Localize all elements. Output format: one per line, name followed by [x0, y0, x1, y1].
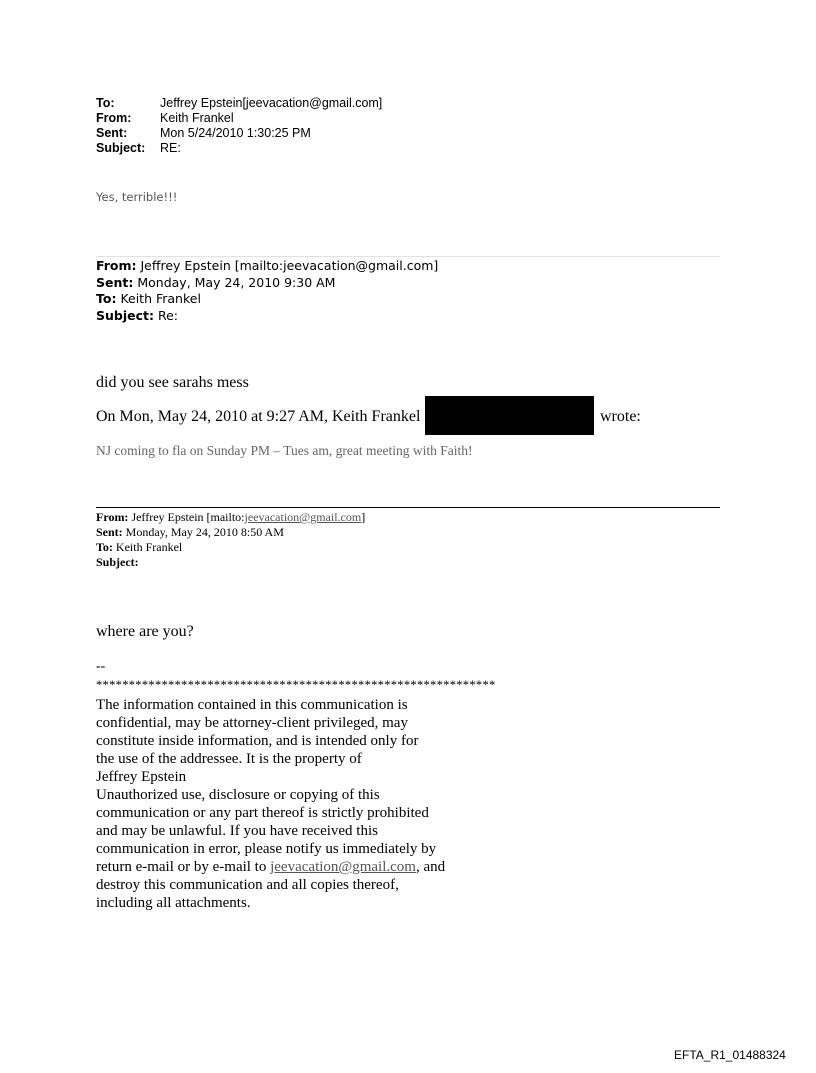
disclaimer-return-line: [96, 858, 516, 876]
quote2-sent-row: [96, 525, 365, 540]
quote1-on-line-suffix: wrote:: [600, 408, 641, 425]
quote2-to-label: To:: [96, 540, 113, 554]
quote1-to-label: To:: [96, 291, 117, 306]
reply-text: Yes, terrible!!!: [96, 190, 178, 204]
return-prefix: return e-mail or by e-mail to: [96, 859, 271, 875]
signature-dashes: --: [96, 659, 106, 674]
subject-value: RE:: [160, 141, 181, 155]
quote2-subject-row: [96, 555, 365, 570]
quote2-subject-label: Subject:: [96, 555, 139, 569]
quote-separator-2: [96, 507, 720, 508]
disclaimer-closing: destroy this communication and all copies thereof, including all attachments.: [96, 877, 399, 911]
subject-label: Subject:: [96, 141, 146, 155]
quote1-subject-row: [96, 308, 438, 325]
footer-document-id: EFTA_R1_01488324: [674, 1048, 786, 1062]
quote1-header: [96, 258, 438, 324]
email-header: [96, 96, 496, 158]
quote2-sent-label: Sent:: [96, 525, 123, 539]
quote2-body: where are you?: [96, 623, 194, 640]
quote1-from-row: [96, 258, 438, 275]
disclaimer-block: [96, 696, 516, 912]
disclaimer-email-link[interactable]: jeevacation@gmail.com: [270, 859, 416, 875]
quote1-sent-row: [96, 275, 438, 292]
to-value: Jeffrey Epstein[jeevacation@gmail.com]: [160, 96, 383, 110]
quote2-to-value: Keith Frankel: [115, 540, 183, 554]
quote1-sent-label: Sent:: [96, 274, 134, 290]
quote2-sent-value: Monday, May 24, 2010 8:50 AM: [125, 525, 284, 539]
return-suffix: , and: [415, 859, 446, 875]
quote1-from-label: From:: [96, 258, 137, 273]
quote1-subject-label: Subject:: [96, 307, 154, 323]
quote2-to-row: [96, 540, 365, 555]
disclaimer-text: The information contained in this communication is confidential, may be attorney-client privileged, may constitute inside information, and is intended only for the use of the addressee. It is the property of Jeffrey Epstein Unauthorized use, disclosure or copying of this communication or any part thereof is strictly prohibited and may be unlawful. If you have received this communication in error, please notify us immediately by: [96, 697, 437, 857]
quote-separator-1: [96, 256, 720, 257]
quote1-sent-value: Monday, May 24, 2010 9:30 AM: [137, 274, 336, 290]
from-label: From:: [96, 111, 132, 125]
quote2-from-prefix: Jeffrey Epstein [mailto:: [131, 510, 245, 524]
quote2-email-link[interactable]: jeevacation@gmail.com: [244, 510, 362, 524]
redaction-box: [425, 396, 594, 435]
sent-value: Mon 5/24/2010 1:30:25 PM: [160, 126, 311, 140]
from-value: Keith Frankel: [160, 111, 234, 125]
to-label: To:: [96, 96, 115, 110]
quote1-to-row: [96, 291, 438, 308]
quote1-from-value: Jeffrey Epstein [mailto:jeevacation@gmail.com]: [140, 258, 439, 273]
quote1-body: did you see sarahs mess: [96, 374, 249, 391]
quote1-to-value: Keith Frankel: [120, 291, 201, 306]
quote2-from-suffix: ]: [361, 510, 366, 524]
quote2-from-row: [96, 510, 365, 525]
quote1-subject-value: Re:: [157, 307, 179, 323]
signature-stars: *************************************************************: [96, 678, 496, 692]
quote2-header: [96, 510, 365, 570]
quote1-on-line-prefix: On Mon, May 24, 2010 at 9:27 AM, Keith Frankel: [96, 408, 421, 425]
quote2-from-label: From:: [96, 510, 129, 524]
sent-label: Sent:: [96, 126, 128, 140]
quote1-inner-text: NJ coming to fla on Sunday PM – Tues am, great meeting with Faith!: [96, 443, 473, 458]
